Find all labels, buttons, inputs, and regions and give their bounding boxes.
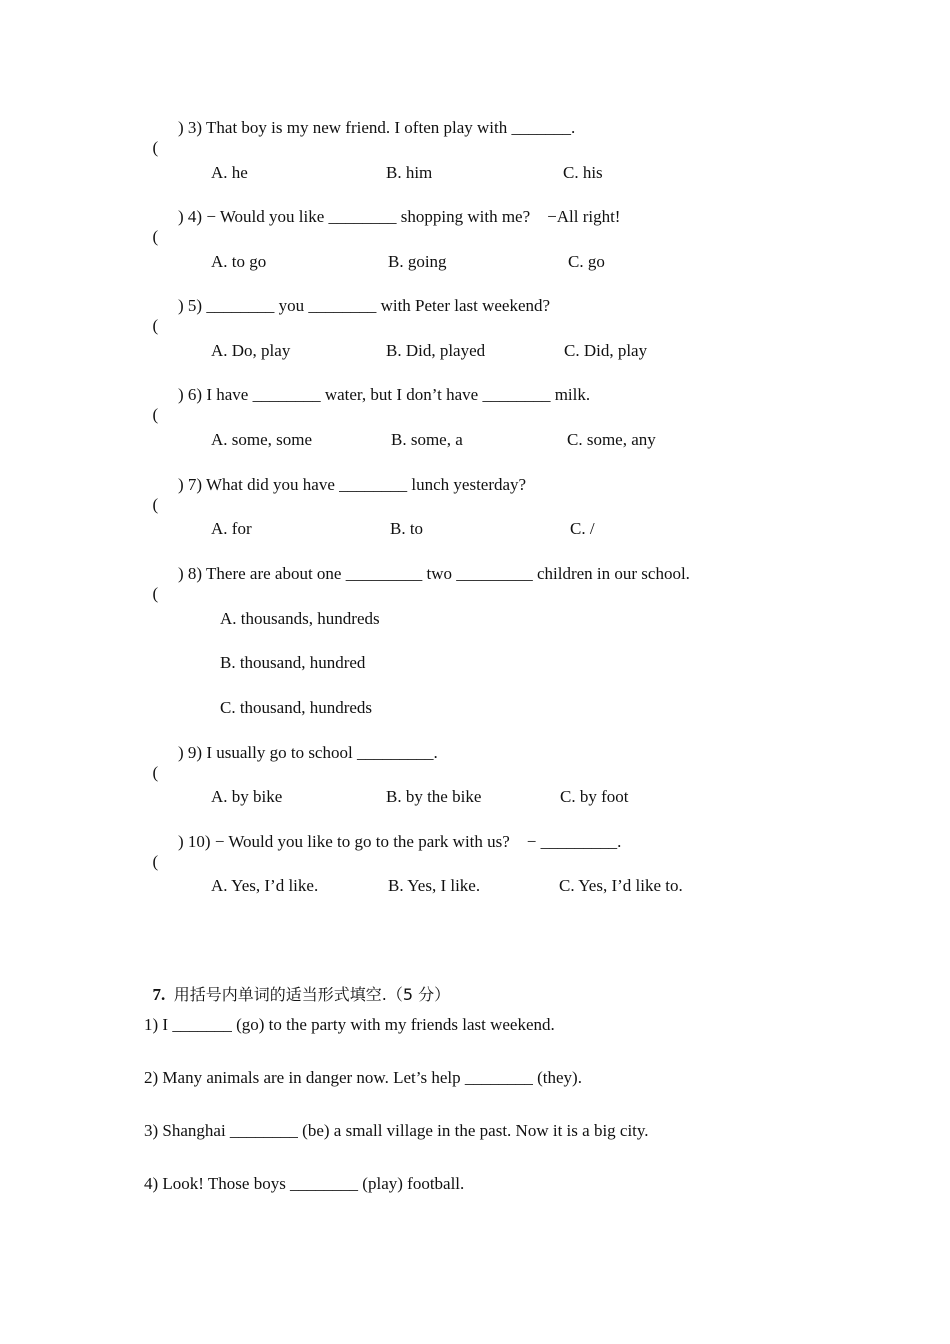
option-b: B. going <box>388 252 447 271</box>
answer-paren: ( <box>152 227 159 246</box>
section-number: 7. <box>152 985 166 1004</box>
question-7 <box>144 475 158 515</box>
section-title: 用括号内单词的适当形式填空.（5 分） <box>173 985 451 1004</box>
fill-in-item-1: 1) I _______ (go) to the party with my friends last weekend. <box>144 1015 555 1034</box>
option-c: C. Did, play <box>564 341 648 360</box>
question-7-text: ) 7) What did you have ________ lunch yesterday? <box>178 475 527 494</box>
fill-in-item-4: 4) Look! Those boys ________ (play) football. <box>144 1174 465 1193</box>
question-5-text: ) 5) ________ you ________ with Peter last weekend? <box>178 296 551 315</box>
option-c: C. go <box>568 252 605 271</box>
question-9 <box>144 743 158 783</box>
fill-in-item-3: 3) Shanghai ________ (be) a small village in the past. Now it is a big city. <box>144 1121 649 1140</box>
question-8-text: ) 8) There are about one _________ two _________ children in our school. <box>178 564 690 583</box>
option-a: A. to go <box>211 252 267 271</box>
option-a: A. he <box>211 163 248 182</box>
option-c: C. some, any <box>567 430 656 449</box>
answer-paren: ( <box>152 138 159 157</box>
answer-paren: ( <box>152 495 159 514</box>
question-3 <box>144 118 158 158</box>
option-b: B. him <box>386 163 433 182</box>
option-b: B. some, a <box>391 430 463 449</box>
question-6 <box>144 385 158 425</box>
question-5 <box>144 296 158 336</box>
question-3-text: ) 3) That boy is my new friend. I often play with _______. <box>178 118 576 137</box>
option-b: B. to <box>390 519 424 538</box>
answer-paren: ( <box>152 316 159 335</box>
option-c: C. his <box>563 163 603 182</box>
question-9-text: ) 9) I usually go to school _________. <box>178 743 438 762</box>
question-6-text: ) 6) I have ________ water, but I don’t have ________ milk. <box>178 385 591 404</box>
option-a: A. for <box>211 519 252 538</box>
option-c: C. Yes, I’d like to. <box>559 876 683 895</box>
question-4 <box>144 207 158 247</box>
option-a: A. Do, play <box>211 341 291 360</box>
option-b: B. by the bike <box>386 787 482 806</box>
answer-paren: ( <box>152 763 159 782</box>
question-4-text: ) 4) − Would you like ________ shopping with me? −All right! <box>178 207 621 226</box>
option-b: B. thousand, hundred <box>220 653 366 672</box>
question-10-text: ) 10) − Would you like to go to the park with us? − _________. <box>178 832 622 851</box>
option-c: C. / <box>570 519 595 538</box>
question-10 <box>144 832 158 872</box>
option-a: A. some, some <box>211 430 313 449</box>
option-b: B. Yes, I like. <box>388 876 481 895</box>
option-c: C. thousand, hundreds <box>220 698 373 717</box>
option-c: C. by foot <box>560 787 629 806</box>
answer-paren: ( <box>152 852 159 871</box>
section-7-heading <box>144 965 450 1005</box>
option-a: A. Yes, I’d like. <box>211 876 319 895</box>
fill-in-item-2: 2) Many animals are in danger now. Let’s help ________ (they). <box>144 1068 582 1087</box>
answer-paren: ( <box>152 405 159 424</box>
answer-paren: ( <box>152 584 159 603</box>
option-b: B. Did, played <box>386 341 486 360</box>
option-a: A. by bike <box>211 787 283 806</box>
question-8 <box>144 564 158 604</box>
option-a: A. thousands, hundreds <box>220 609 380 628</box>
